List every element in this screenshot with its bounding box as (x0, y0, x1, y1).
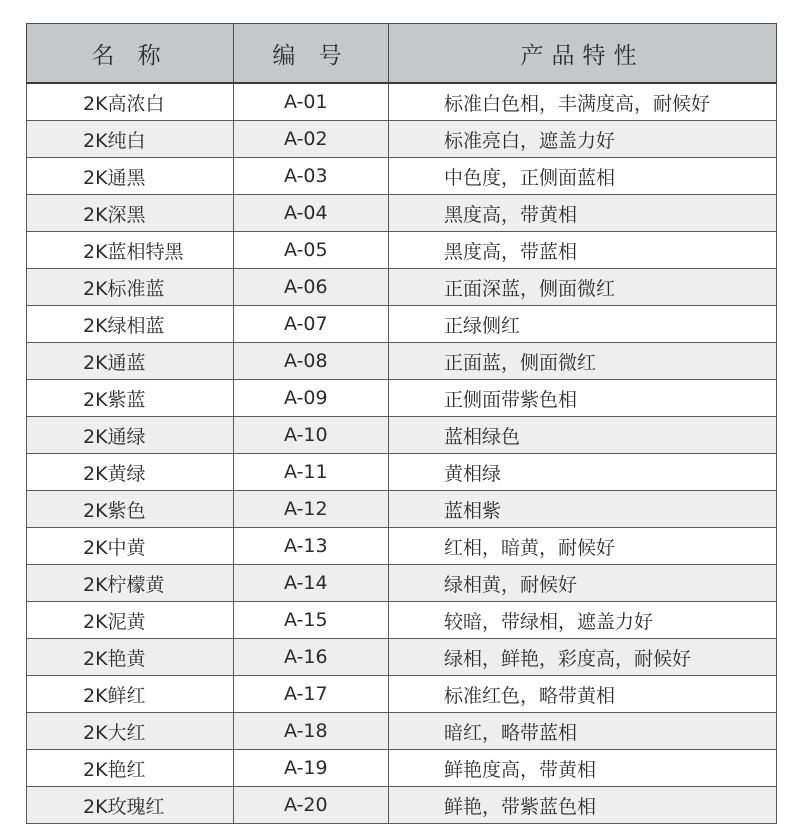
cell-name: 2K大红 (27, 713, 234, 750)
header-name: 名 称 (27, 24, 234, 84)
cell-code: A-18 (234, 713, 389, 750)
cell-name: 2K鲜红 (27, 676, 234, 713)
header-properties: 产品特性 (389, 24, 777, 84)
table-row (27, 83, 777, 121)
cell-properties: 鲜艳度高，带黄相 (389, 750, 777, 787)
cell-properties: 暗红，略带蓝相 (389, 713, 777, 750)
cell-properties: 标准红色，略带黄相 (389, 676, 777, 713)
cell-name: 2K黄绿 (27, 454, 234, 491)
cell-properties: 正面蓝，侧面微红 (389, 343, 777, 380)
cell-name: 2K紫色 (27, 491, 234, 528)
cell-name: 2K艳黄 (27, 639, 234, 676)
cell-properties: 黄相绿 (389, 454, 777, 491)
cell-name: 2K中黄 (27, 528, 234, 565)
cell-code: A-17 (234, 676, 389, 713)
cell-properties: 中色度，正侧面蓝相 (389, 158, 777, 195)
table-row (27, 491, 777, 528)
table-row (27, 454, 777, 491)
cell-properties: 红相，暗黄，耐候好 (389, 528, 777, 565)
table-row (27, 232, 777, 269)
cell-code: A-07 (234, 306, 389, 343)
cell-code: A-10 (234, 417, 389, 454)
cell-name: 2K深黑 (27, 195, 234, 232)
table-row (27, 269, 777, 306)
cell-properties: 蓝相紫 (389, 491, 777, 528)
cell-code: A-19 (234, 750, 389, 787)
cell-properties: 正绿侧红 (389, 306, 777, 343)
table-row (27, 787, 777, 824)
cell-name: 2K标准蓝 (27, 269, 234, 306)
table-row (27, 713, 777, 750)
cell-code: A-05 (234, 232, 389, 269)
cell-code: A-02 (234, 121, 389, 158)
table-row (27, 380, 777, 417)
table-row (27, 121, 777, 158)
cell-properties: 绿相，鲜艳，彩度高，耐候好 (389, 639, 777, 676)
cell-code: A-13 (234, 528, 389, 565)
cell-code: A-08 (234, 343, 389, 380)
table-row (27, 602, 777, 639)
table-row (27, 158, 777, 195)
cell-name: 2K通蓝 (27, 343, 234, 380)
table-header-row (27, 24, 777, 84)
cell-code: A-06 (234, 269, 389, 306)
cell-name: 2K通绿 (27, 417, 234, 454)
cell-properties: 正侧面带紫色相 (389, 380, 777, 417)
cell-properties: 鲜艳，带紫蓝色相 (389, 787, 777, 824)
cell-properties: 绿相黄，耐候好 (389, 565, 777, 602)
cell-code: A-14 (234, 565, 389, 602)
table-body (27, 83, 777, 824)
table-row (27, 417, 777, 454)
cell-properties: 正面深蓝，侧面微红 (389, 269, 777, 306)
cell-name: 2K高浓白 (27, 83, 234, 121)
cell-code: A-16 (234, 639, 389, 676)
cell-name: 2K通黑 (27, 158, 234, 195)
cell-properties: 标准白色相，丰满度高，耐候好 (389, 83, 777, 121)
table-row (27, 750, 777, 787)
cell-properties: 黑度高，带黄相 (389, 195, 777, 232)
table-row (27, 306, 777, 343)
cell-properties: 标准亮白，遮盖力好 (389, 121, 777, 158)
cell-name: 2K绿相蓝 (27, 306, 234, 343)
header-code: 编 号 (234, 24, 389, 84)
cell-code: A-01 (234, 83, 389, 121)
cell-code: A-12 (234, 491, 389, 528)
cell-properties: 较暗，带绿相，遮盖力好 (389, 602, 777, 639)
cell-properties: 黑度高，带蓝相 (389, 232, 777, 269)
table-row (27, 528, 777, 565)
cell-name: 2K蓝相特黑 (27, 232, 234, 269)
product-table (26, 23, 777, 824)
product-table-container (26, 23, 776, 824)
table-row (27, 565, 777, 602)
cell-code: A-03 (234, 158, 389, 195)
cell-name: 2K紫蓝 (27, 380, 234, 417)
cell-name: 2K柠檬黄 (27, 565, 234, 602)
cell-code: A-11 (234, 454, 389, 491)
cell-code: A-09 (234, 380, 389, 417)
cell-code: A-15 (234, 602, 389, 639)
table-row (27, 639, 777, 676)
cell-code: A-20 (234, 787, 389, 824)
table-row (27, 343, 777, 380)
table-row (27, 676, 777, 713)
cell-name: 2K纯白 (27, 121, 234, 158)
cell-name: 2K泥黄 (27, 602, 234, 639)
table-row (27, 195, 777, 232)
cell-name: 2K艳红 (27, 750, 234, 787)
cell-code: A-04 (234, 195, 389, 232)
cell-name: 2K玫瑰红 (27, 787, 234, 824)
cell-properties: 蓝相绿色 (389, 417, 777, 454)
